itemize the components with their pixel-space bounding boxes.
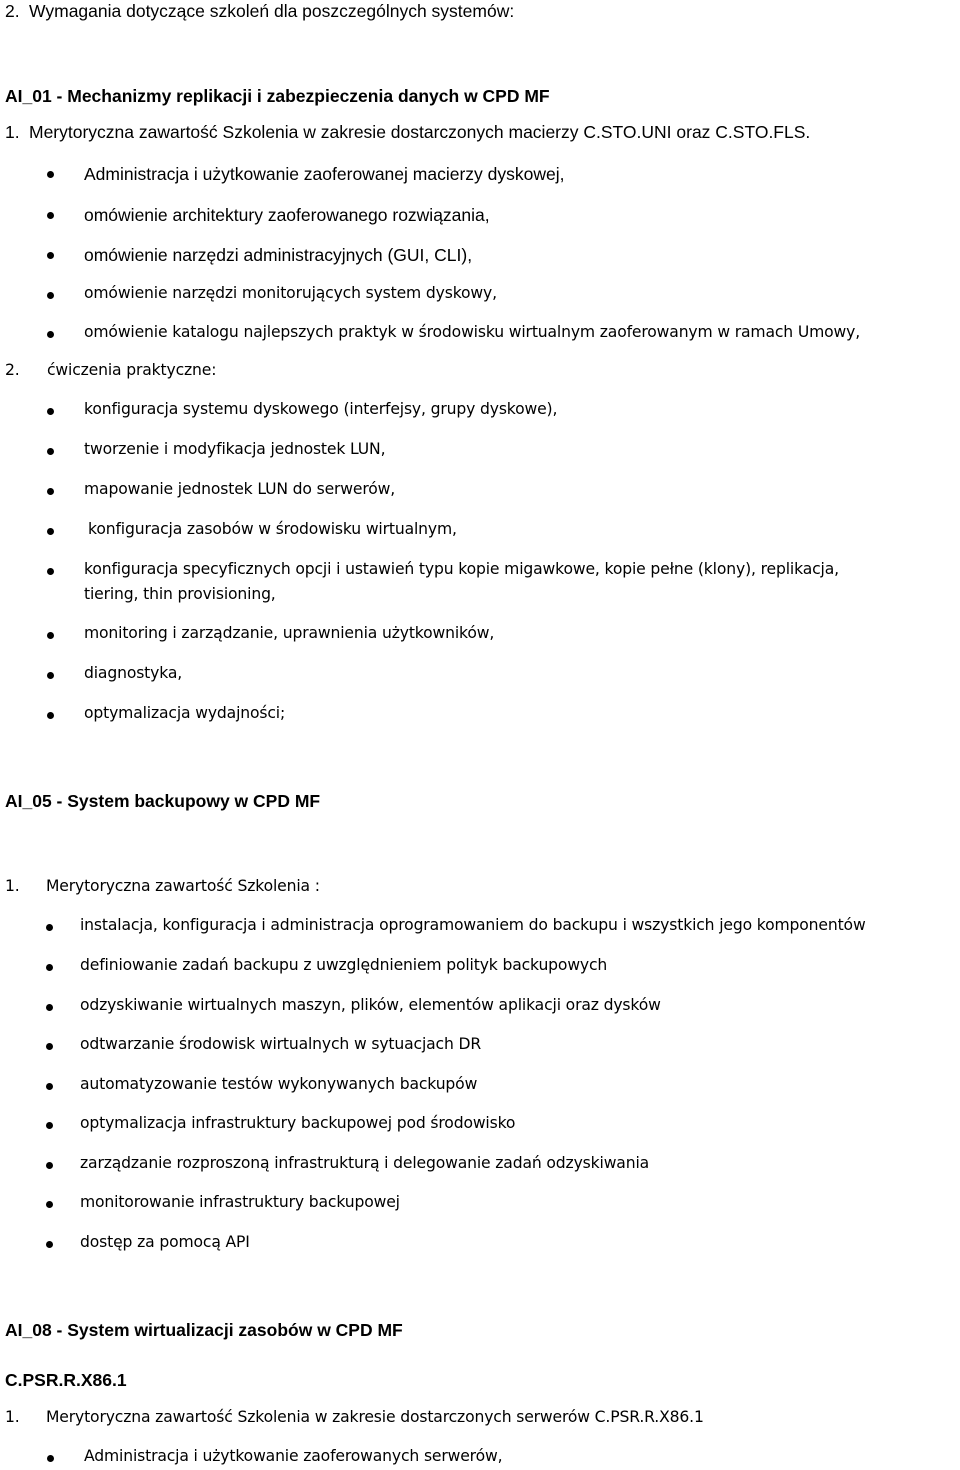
bullet-icon [47,632,54,639]
bullet-icon [47,528,54,535]
section-title-al08: AI_08 - System wirtualizacji zasobów w CPD MF [5,1320,403,1340]
main-heading-number: 2. [5,1,20,21]
al01-item-2-number: 2. [5,361,20,379]
al01-practice-7: diagnostyka, [84,664,183,682]
al05-bullet-6: optymalizacja infrastruktury backupowej pod środowisko [80,1114,516,1132]
al08-item-1-text: Merytoryczna zawartość Szkolenia w zakresie dostarczonych serwerów C.PSR.R.X86.1 [46,1408,704,1426]
al05-bullet-9: dostęp za pomocą API [80,1233,250,1251]
al01-practice-4: konfiguracja zasobów w środowisku wirtualnym, [88,520,457,538]
al05-bullet-7: zarządzanie rozproszoną infrastrukturą i delegowanie zadań odzyskiwania [80,1154,650,1172]
al05-bullet-5: automatyzowanie testów wykonywanych backupów [80,1075,478,1093]
main-heading [5,3,514,21]
bullet-icon [47,331,54,338]
al05-item-1-text: Merytoryczna zawartość Szkolenia : [46,877,320,895]
bullet-icon [46,924,53,931]
bullet-icon [47,712,54,719]
al01-bullet-5: omówienie katalogu najlepszych praktyk w środowisku wirtualnym zaoferowanym w ramach Umowy, [84,323,861,341]
al05-item-1-number: 1. [5,877,20,895]
al05-bullet-2: definiowanie zadań backupu z uwzględnieniem polityk backupowych [80,956,608,974]
bullet-icon [46,1201,53,1208]
al01-practice-2: tworzenie i modyfikacja jednostek LUN, [84,440,386,458]
bullet-icon [46,964,53,971]
main-heading-text: Wymagania dotyczące szkoleń dla poszczególnych systemów: [29,1,515,21]
al01-item-1 [5,124,810,142]
al01-item-1-text: Merytoryczna zawartość Szkolenia w zakresie dostarczonych macierzy C.STO.UNI oraz C.STO.FLS. [29,122,811,142]
al01-practice-8: optymalizacja wydajności; [84,704,286,722]
bullet-icon [46,1083,53,1090]
al05-bullet-4: odtwarzanie środowisk wirtualnych w sytuacjach DR [80,1035,482,1053]
bullet-icon [47,488,54,495]
al08-bullet-1: Administracja i użytkowanie zaoferowanych serwerów, [84,1447,503,1465]
al05-bullet-1: instalacja, konfiguracja i administracja oprogramowaniem do backupu i wszystkich jego komponentów [80,916,866,934]
bullet-icon [46,1043,53,1050]
bullet-icon [47,672,54,679]
al05-bullet-3: odzyskiwanie wirtualnych maszyn, plików, elementów aplikacji oraz dysków [80,996,661,1014]
al05-item-1 [5,879,320,895]
bullet-icon [47,252,54,259]
al08-item-1-number: 1. [5,1408,20,1426]
al01-practice-6: monitoring i zarządzanie, uprawnienia użytkowników, [84,624,495,642]
al01-practice-1: konfiguracja systemu dyskowego (interfejsy, grupy dyskowe), [84,400,558,418]
bullet-icon [47,448,54,455]
al05-bullet-8: monitorowanie infrastruktury backupowej [80,1193,400,1211]
bullet-icon [47,408,54,415]
bullet-icon [47,212,54,219]
section-title-al05: AI_05 - System backupowy w CPD MF [5,791,321,811]
bullet-icon [47,1455,54,1462]
bullet-icon [47,171,54,178]
al01-bullet-1: Administracja i użytkowanie zaoferowanej macierzy dyskowej, [84,164,565,184]
al01-bullet-3: omówienie narzędzi administracyjnych (GUI, CLI), [84,245,473,265]
al01-practice-5-cont: tiering, thin provisioning, [84,585,276,603]
al01-item-2 [5,363,216,379]
bullet-icon [46,1162,53,1169]
bullet-icon [46,1004,53,1011]
al01-item-2-text: ćwiczenia praktyczne: [47,361,217,379]
al01-practice-3: mapowanie jednostek LUN do serwerów, [84,480,396,498]
al01-bullet-2: omówienie architektury zaoferowanego rozwiązania, [84,205,490,225]
bullet-icon [47,292,54,299]
al01-item-1-number: 1. [5,122,20,142]
al08-item-1 [5,1410,704,1426]
al01-practice-5: konfiguracja specyficznych opcji i ustawień typu kopie migawkowe, kopie pełne (klony), replikacja, [84,560,839,578]
bullet-icon [46,1122,53,1129]
section-subtitle-al08: C.PSR.R.X86.1 [5,1370,127,1390]
al01-bullet-4: omówienie narzędzi monitorujących system dyskowy, [84,284,497,302]
bullet-icon [46,1241,53,1248]
bullet-icon [47,568,54,575]
section-title-al01: AI_01 - Mechanizmy replikacji i zabezpieczenia danych w CPD MF [5,86,550,106]
